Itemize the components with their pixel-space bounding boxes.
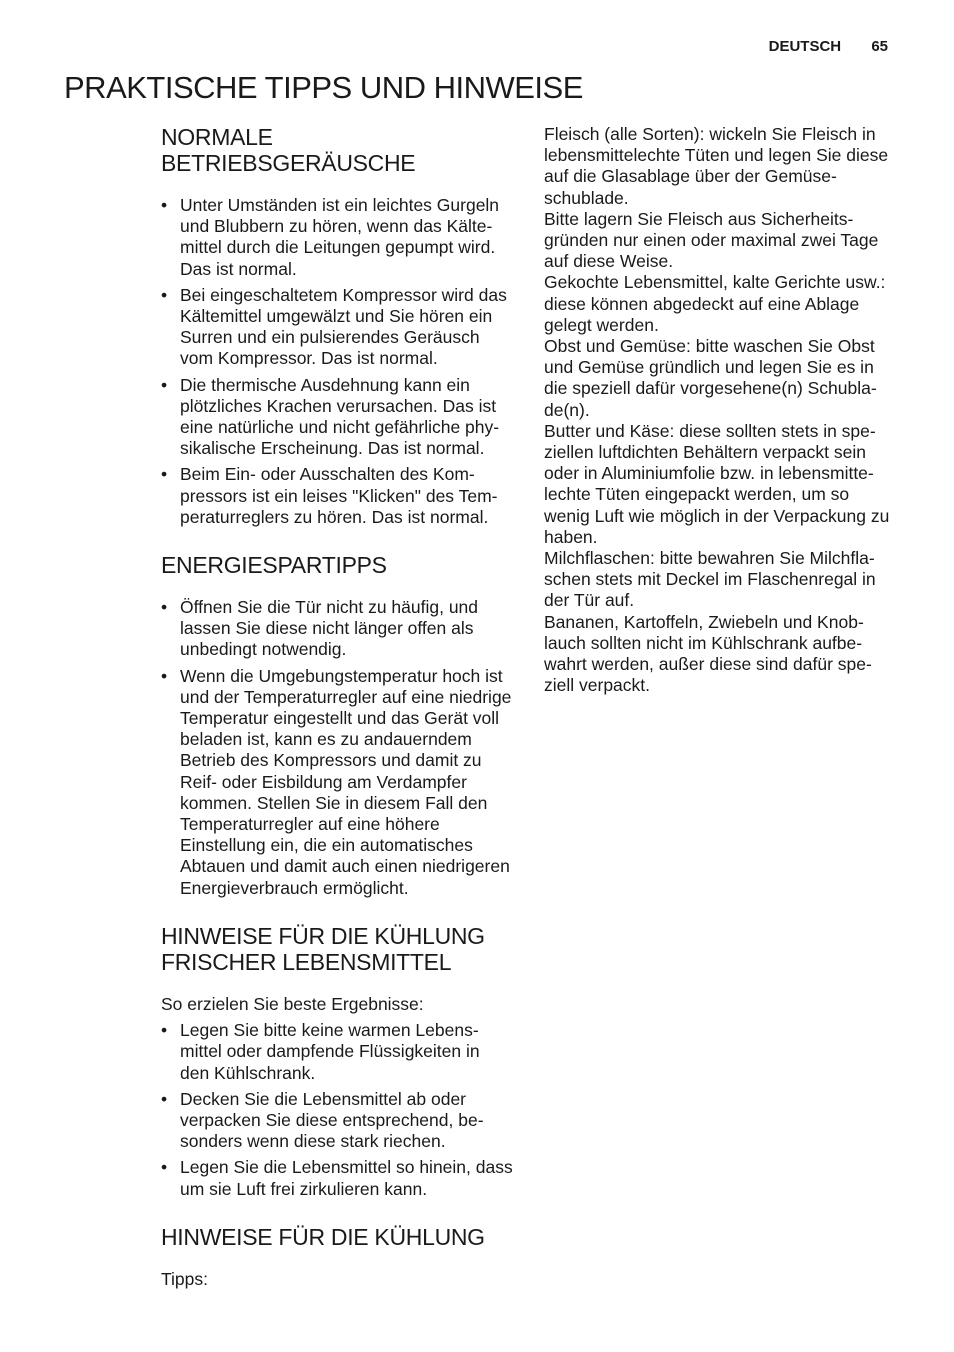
list-item (161, 1020, 513, 1084)
paragraph-cooked-food: Gekochte Lebensmittel, kalte Gerichte usw.: diese können abgedeckt auf eine Ablage gelegt werden. (544, 272, 886, 335)
bullet-icon: • (161, 195, 168, 215)
bullet-icon: • (161, 665, 168, 686)
heading-line: BETRIEBSGERÄUSCHE (161, 150, 416, 176)
list-item-text: Legen Sie die Lebensmittel so hinein, dass um sie Luft frei zirkulieren kann. (180, 1157, 513, 1199)
bullet-icon: • (161, 1157, 168, 1178)
section-energy-saving-tips (161, 552, 513, 899)
heading-line: ENERGIESPARTIPPS (161, 552, 387, 579)
section-normal-operating-noises (161, 124, 513, 528)
page-title: PRAKTISCHE TIPPS UND HINWEISE (64, 70, 583, 105)
list-item (161, 666, 513, 899)
heading-line: NORMALE (161, 124, 273, 150)
bullet-icon: • (161, 284, 168, 305)
bullet-list (161, 1020, 513, 1200)
list-item-text: Beim Ein- oder Ausschalten des Kompressors ist ein leises "Klicken" des Temperaturreglers zu hören. Das ist normal. (180, 464, 498, 527)
section-heading (161, 552, 513, 578)
bullet-icon: • (161, 1020, 168, 1041)
bullet-icon: • (161, 1088, 168, 1109)
section-refrigeration (161, 1224, 513, 1290)
right-column (544, 124, 896, 696)
list-item (161, 195, 513, 280)
list-item-text: Wenn die Umgebungstemperatur hoch ist und der Temperaturregler auf eine niedrige Temperatur eingestellt und das Gerät voll beladen ist, kann es zu andauerndem Betrieb des Kompressors und damit zu Reif- oder Eisbildung am Verdampfer kommen. Stellen Sie in diesem Fall den Temperaturregler auf eine höhere Einstellung ein, die ein automatisches Abtauen und damit auch einen niedrigeren Energieverbrauch ermöglicht. (180, 665, 512, 898)
section-intro: Tipps: (161, 1268, 209, 1289)
paragraph-meat: Fleisch (alle Sorten): wickeln Sie Fleisch in lebensmittelechte Tüten und legen Sie diese auf die Glasablage über der Gemüseschublade. (544, 124, 889, 208)
bullet-list (161, 195, 513, 528)
list-item (161, 285, 513, 370)
section-fresh-food-refrigeration (161, 923, 513, 1200)
paragraph-milk-bottles: Milchflaschen: bitte bewahren Sie Milchflaschen stets mit Deckel im Flaschenregal in der Tür auf. (544, 548, 876, 611)
bullet-icon: • (161, 464, 168, 485)
paragraph-meat-storage: Bitte lagern Sie Fleisch aus Sicherheitsgründen nur einen oder maximal zwei Tage auf diese Weise. (544, 208, 879, 272)
list-item (161, 1089, 513, 1153)
page-header (769, 38, 888, 55)
bullet-icon: • (161, 597, 168, 618)
section-heading (161, 1224, 513, 1250)
paragraph-bananas-potatoes: Bananen, Kartoffeln, Zwiebeln und Knoblauch sollten nicht im Kühlschrank aufbewahrt werden, außer diese sind dafür speziell verpackt. (544, 611, 872, 696)
list-item-text: Bei eingeschaltetem Kompressor wird das Kältemittel umgewälzt und Sie hören ein Surren und ein pulsierendes Geräusch vom Kompressor. Das ist normal. (180, 284, 507, 369)
list-item (161, 464, 513, 528)
list-item-text: Legen Sie bitte keine warmen Lebensmittel oder dampfende Flüssigkeiten in den Kühlschrank. (180, 1020, 480, 1083)
section-heading (161, 923, 513, 975)
list-item-text: Öffnen Sie die Tür nicht zu häufig, und lassen Sie diese nicht länger offen als unbedingt notwendig. (180, 597, 479, 660)
language-label: DEUTSCH (768, 38, 842, 55)
page-number: 65 (871, 38, 888, 55)
heading-line: FRISCHER LEBENSMITTEL (161, 948, 452, 975)
heading-line: HINWEISE FÜR DIE KÜHLUNG (161, 1223, 485, 1250)
heading-line: HINWEISE FÜR DIE KÜHLUNG (161, 922, 485, 949)
paragraph-fruit-vegetables: Obst und Gemüse: bitte waschen Sie Obst und Gemüse gründlich und legen Sie es in die speziell dafür vorgesehene(n) Schublade(n). (544, 336, 877, 420)
section-heading (161, 124, 513, 176)
list-item (161, 597, 513, 661)
bullet-list (161, 597, 513, 899)
list-item-text: Decken Sie die Lebensmittel ab oder verpacken Sie diese entsprechend, besonders wenn diese stark riechen. (180, 1088, 484, 1152)
left-column (161, 124, 513, 1314)
list-item-text: Unter Umständen ist ein leichtes Gurgeln und Blubbern zu hören, wenn das Kältemittel durch die Leitungen gepumpt wird. Das ist normal. (180, 195, 500, 279)
list-item (161, 1157, 513, 1199)
section-intro: So erzielen Sie beste Ergebnisse: (161, 993, 424, 1014)
list-item-text: Die thermische Ausdehnung kann ein plötzliches Krachen verursachen. Das ist eine natürliche und nicht gefährliche physikalische Erscheinung. Das ist normal. (180, 374, 500, 459)
paragraph-butter-cheese: Butter und Käse: diese sollten stets in speziellen luftdichten Behältern verpackt sein oder in Aluminiumfolie bzw. in lebensmittelechte Tüten eingepackt werden, um so wenig Luft wie möglich in der Verpackung zu haben. (544, 420, 890, 547)
bullet-icon: • (161, 374, 168, 395)
list-item (161, 375, 513, 460)
